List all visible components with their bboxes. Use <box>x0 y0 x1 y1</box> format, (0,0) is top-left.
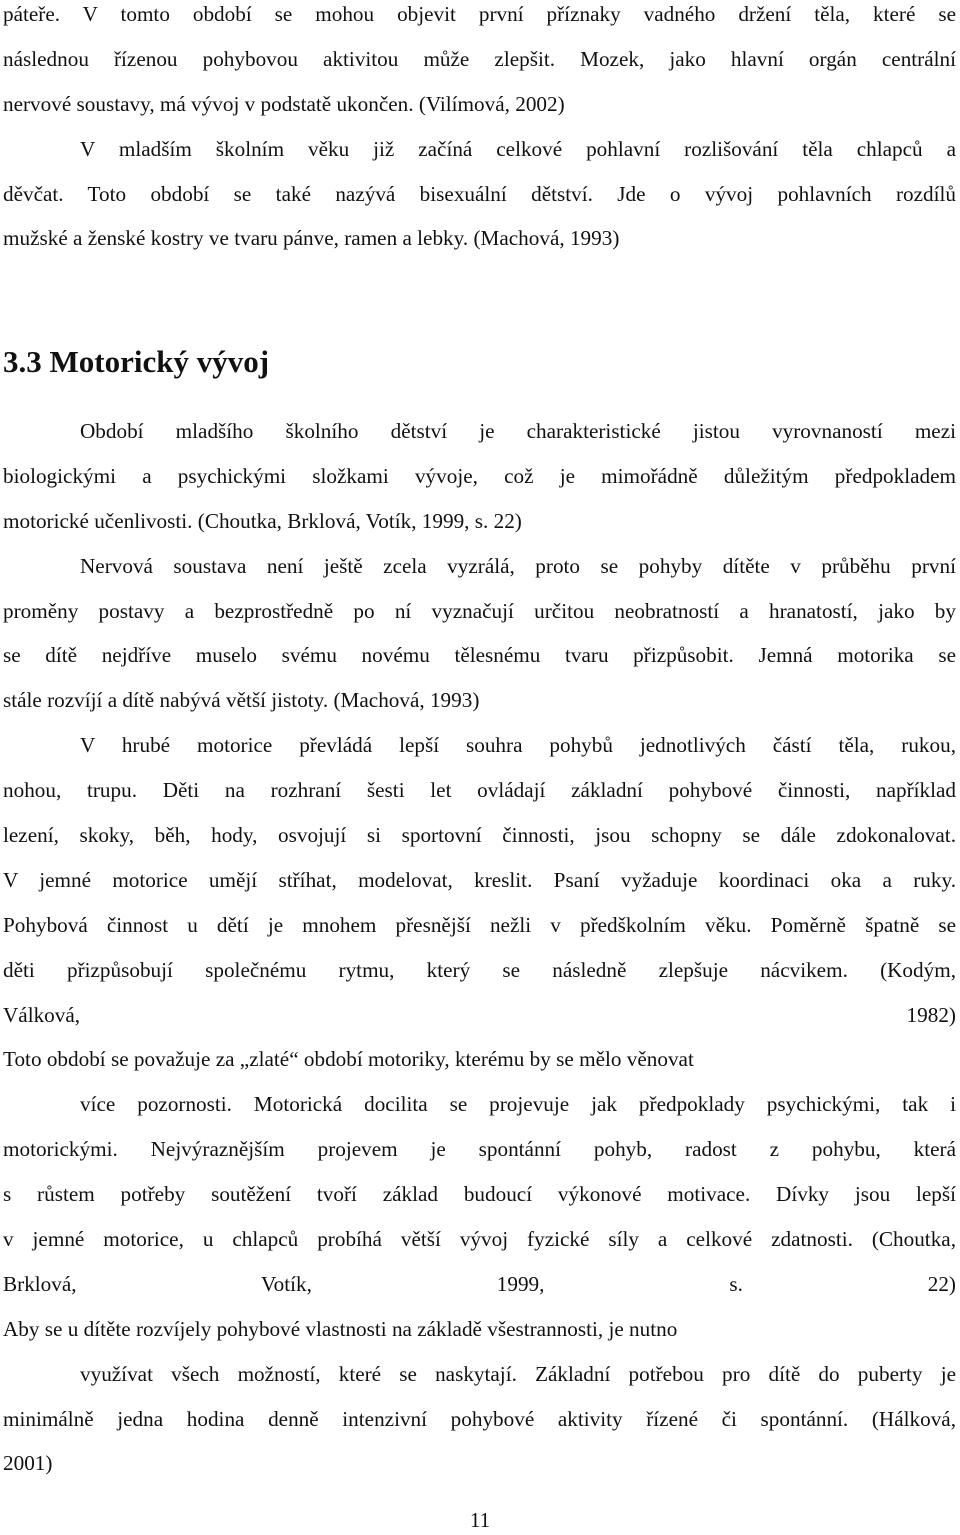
text-line: následnou řízenou pohybovou aktivitou může zlepšit. Mozek, jako hlavní orgán centrální <box>3 46 956 71</box>
text-line: páteře. V tomto období se mohou objevit první příznaky vadného držení těla, které se <box>3 2 956 26</box>
text-line: motorickými. Nejvýraznějším projevem je spontánní pohyb, radost z pohybu, která <box>3 1137 956 1162</box>
text-line: Válková, 1982) <box>3 1002 956 1027</box>
text-line: s růstem potřeby soutěžení tvoří základ budoucí výkonové motivace. Dívky jsou lepší <box>3 1182 956 1207</box>
text-line: se dítě nejdříve muselo svému novému tělesnému tvaru přizpůsobit. Jemná motorika se <box>3 643 956 668</box>
text-line: Pohybová činnost u dětí je mnohem přesnější nežli v předškolním věku. Poměrně špatně se <box>3 912 956 937</box>
text-line: Toto období se považuje za „zlaté“ období motoriky, kterému by se mělo věnovat <box>3 1047 694 1072</box>
paragraph-top <box>3 0 956 261</box>
section-body <box>3 409 956 1531</box>
section-heading: 3.3 Motorický vývoj <box>3 344 270 379</box>
text-line: děti přizpůsobují společnému rytmu, který se následně zlepšuje nácvikem. (Kodým, <box>3 957 956 982</box>
text-line: V jemné motorice umějí stříhat, modelovat, kreslit. Psaní vyžaduje koordinaci oka a ruky. <box>3 867 956 892</box>
text-line: stále rozvíjí a dítě nabývá větší jistoty. (Machová, 1993) <box>3 688 480 713</box>
text-line: Aby se u dítěte rozvíjely pohybové vlastnosti na základě všestrannosti, je nutno <box>3 1316 678 1341</box>
text-line: v jemné motorice, u chlapců probíhá větší vývoj fyzické síly a celkové zdatnosti. (Choutka, <box>3 1227 956 1252</box>
text-line: motorické učenlivosti. (Choutka, Brklová, Votík, 1999, s. 22) <box>3 508 522 533</box>
text-line: Období mladšího školního dětství je charakteristické jistou vyrovnaností mezi <box>80 419 956 443</box>
page-number: 11 <box>469 1508 491 1532</box>
text-line: nohou, trupu. Děti na rozhraní šesti let ovládají základní pohybové činnosti, například <box>3 778 956 803</box>
text-line: V mladším školním věku již začíná celkové pohlavní rozlišování těla chlapců a <box>80 136 956 161</box>
text-line: Brklová, Votík, 1999, s. 22) <box>3 1271 956 1296</box>
text-line: mužské a ženské kostry ve tvaru pánve, ramen a lebky. (Machová, 1993) <box>3 226 620 251</box>
text-line: V hrubé motorice převládá lepší souhra pohybů jednotlivých částí těla, rukou, <box>80 733 956 758</box>
text-line: více pozornosti. Motorická docilita se projevuje jak předpoklady psychickými, tak i <box>80 1092 956 1117</box>
text-line: minimálně jedna hodina denně intenzivní pohybové aktivity řízené či spontánní. (Hálková, <box>3 1406 956 1431</box>
text-line: proměny postavy a bezprostředně po ní vyznačují určitou neobratností a hranatostí, jako by <box>3 598 956 623</box>
text-line: biologickými a psychickými složkami vývoje, což je mimořádně důležitým předpokladem <box>3 463 956 488</box>
text-line: Nervová soustava není ještě zcela vyzrálá, proto se pohyby dítěte v průběhu první <box>80 553 956 578</box>
text-line: nervové soustavy, má vývoj v podstatě ukončen. (Vilímová, 2002) <box>3 91 565 116</box>
text-line: děvčat. Toto období se také nazývá bisexuální dětství. Jde o vývoj pohlavních rozdílů <box>3 181 956 206</box>
text-line: lezení, skoky, běh, hody, osvojují si sportovní činnosti, jsou schopny se dále zdokonalovat. <box>3 823 956 848</box>
text-line: 2001) <box>3 1451 53 1476</box>
text-line: využívat všech možností, které se naskytají. Základní potřebou pro dítě do puberty je <box>80 1361 956 1386</box>
